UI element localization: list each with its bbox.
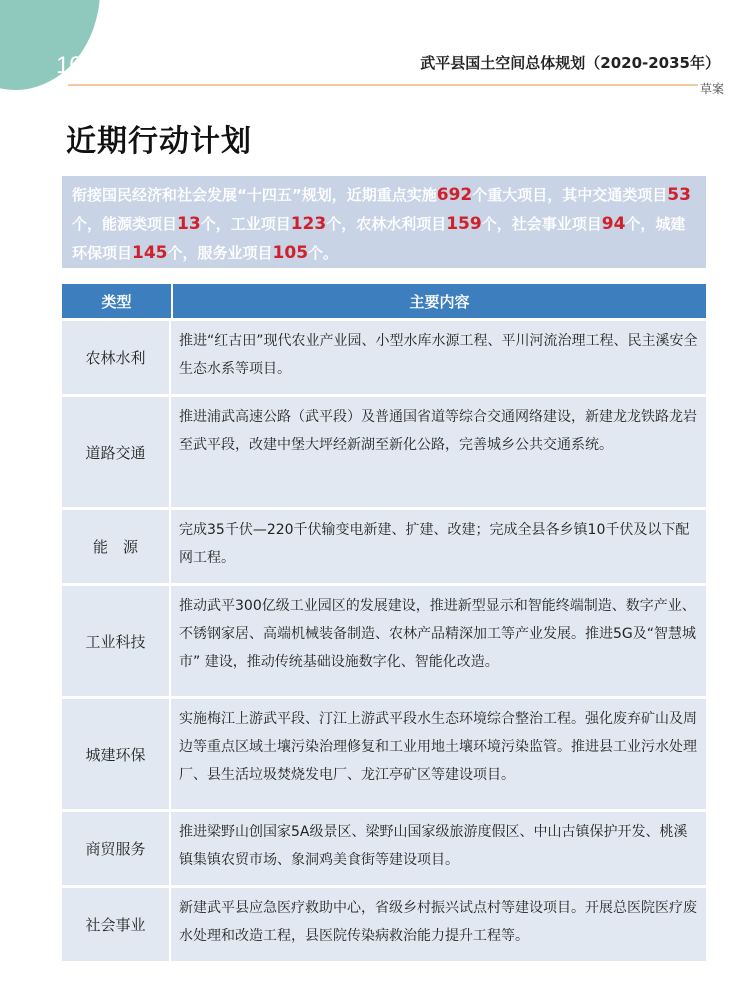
row-type: 社会事业 (62, 888, 171, 961)
summary-text: 个，服务业项目 (167, 244, 273, 262)
table-row (62, 318, 706, 394)
summary-box (62, 176, 706, 268)
summary-number: 94 (601, 214, 626, 234)
summary-number: 105 (272, 243, 309, 263)
row-content: 推进“红古田”现代农业产业园、小型水库水源工程、平川河流治理工程、民主溪安全生态水系等项目。 (171, 321, 706, 394)
table-row (62, 885, 706, 961)
table-row (62, 583, 706, 696)
row-content: 推进浦武高速公路（武平段）及普通国省道等综合交通网络建设，新建龙龙铁路龙岩至武平段，改建中堡大坪经新湖至新化公路，完善城乡公共交通系统。 (171, 397, 706, 507)
summary-text: 个，城建环保项目 (72, 215, 686, 262)
summary-text: 个，工业项目 (200, 215, 291, 233)
page-number: 10 (56, 52, 83, 79)
row-type: 农林水利 (62, 321, 171, 394)
action-plan-table (62, 284, 706, 961)
page-title: 近期行动计划 (66, 124, 252, 159)
summary-text: 个，社会事业项目 (481, 215, 602, 233)
summary-number: 123 (290, 214, 327, 234)
summary-number: 53 (667, 185, 691, 205)
row-type: 道路交通 (62, 397, 171, 507)
row-type: 城建环保 (62, 699, 171, 809)
summary-number: 13 (177, 214, 201, 234)
table-header (62, 284, 706, 318)
row-content: 实施梅江上游武平段、汀江上游武平段水生态环境综合整治工程。强化废弃矿山及周边等重点区域土壤污染治理修复和工业用地土壤环境污染监管。推进县工业污水处理厂、县生活垃圾焚烧发电厂、龙江亭矿区等建设项目。 (171, 699, 706, 809)
summary-text: 个。 (308, 244, 339, 262)
table-row (62, 507, 706, 583)
corner-decoration (0, 0, 100, 90)
summary-text: 个，农林水利项目 (326, 215, 447, 233)
table-row (62, 809, 706, 885)
header-divider (68, 84, 698, 86)
summary-text: 个，能源类项目 (72, 215, 178, 233)
row-content: 完成35千伏—220千伏输变电新建、扩建、改建；完成全县各乡镇10千伏及以下配网工程。 (171, 510, 706, 583)
summary-text: 衔接国民经济和社会发展“十四五”规划，近期重点实施 (72, 186, 437, 204)
row-type: 能 源 (62, 510, 171, 583)
header-type: 类型 (62, 284, 173, 318)
table-row (62, 696, 706, 809)
draft-label: 草案 (699, 82, 724, 96)
row-type: 工业科技 (62, 586, 171, 696)
summary-number: 145 (132, 243, 168, 263)
row-content: 推动武平300亿级工业园区的发展建设，推进新型显示和智能终端制造、数字产业、不锈钢家居、高端机械装备制造、农林产品精深加工等产业发展。推进5G及“智慧城市” 建设，推动传统基础设施数字化、智能化改造。 (171, 586, 706, 696)
row-content: 新建武平县应急医疗救助中心，省级乡村振兴试点村等建设项目。开展总医院医疗废水处理和改造工程，县医院传染病救治能力提升工程等。 (171, 888, 706, 961)
row-type: 商贸服务 (62, 812, 171, 885)
summary-text: 个重大项目，其中交通类项目 (472, 186, 668, 204)
document-title: 武平县国土空间总体规划（2020-2035年） (420, 54, 720, 72)
summary-number: 159 (446, 214, 482, 234)
summary-number: 692 (436, 185, 473, 205)
row-content: 推进梁野山创国家5A级景区、梁野山国家级旅游度假区、中山古镇保护开发、桃溪镇集镇农贸市场、象洞鸡美食街等建设项目。 (171, 812, 706, 885)
header-content: 主要内容 (409, 292, 470, 311)
table-row (62, 394, 706, 507)
